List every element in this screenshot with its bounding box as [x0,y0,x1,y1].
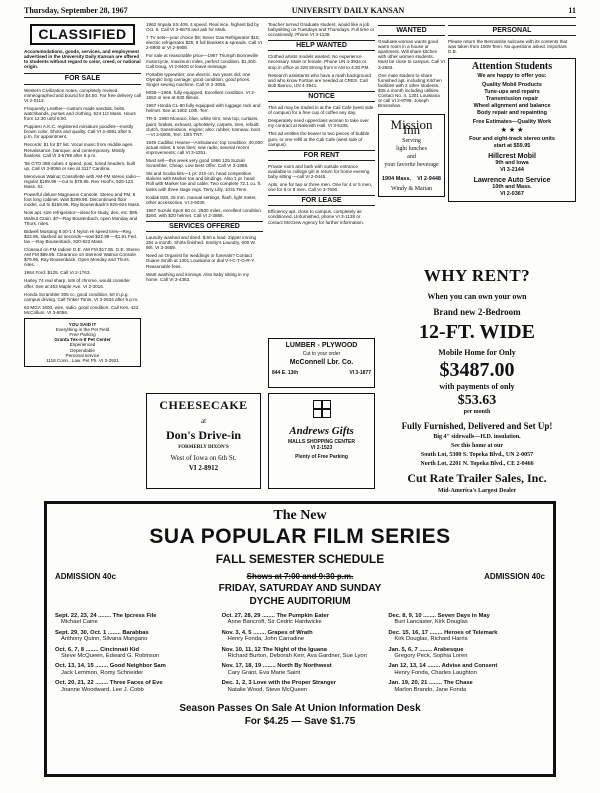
show-times-text: Shows at 7:00 and 9:30 p.m. [246,572,354,581]
film-stars: Joanne Woodward, Lee J. Cobb [61,686,144,693]
ad: Please return the Bennamite suitcase with its contents that was taken from 1509 Tenn. No questions asked. Important D.B. [448,39,568,55]
column-1 [24,22,141,492]
cheesecake-title: CHEESECAKE [159,398,248,412]
page-header [24,6,576,18]
film-stars: Richard Burton, Deborah Kerr, Ava Gardner, Sue Lyon [227,653,367,660]
section-notice: NOTICE [268,91,375,102]
film-stars: Michael Caine [61,619,98,626]
gifts-parking: Plenty of Free Parking [295,454,348,460]
attention-item: Body repair and repainting [477,110,547,117]
why-rent-location: South Lot, 5300 S. Topeka Blvd., UN 2-0057 [420,452,534,458]
ad: 7 TV sets—your choice $5; Sever Gas Refrigerator $15; electric refrigerator $25; 8 full blankets & spreads. Call VI 2-6900 or VI 2-6908. [146,35,262,51]
film-entry [222,663,379,676]
ad: Want washing and ironings. Also baby sitting in my home. Call VI 3-4363. [146,271,249,282]
why-rent-location: North Lot, 2201 N. Topeka Blvd., CE 2-0466 [420,461,534,467]
mission-inn-line: and [407,153,416,160]
attention-line: Four and eight-track stereo units [469,135,555,142]
ad: Efficiency apt. close to campus, completely air conditioned. Unfurnished, phone VI 3-1138 or contact McGrew Agency for further information. [268,209,364,225]
cheesecake-at: at [200,417,207,425]
section-services: SERVICES OFFERED [146,221,263,232]
box-line: Experienced [69,342,96,348]
section-for-sale: FOR SALE [24,73,141,84]
box-line: Everything in the Pet Field [55,327,110,333]
ad: Kodak 828, 25 mm. manual settings, flash, light meter, other accessories. VI 3-5030. [146,194,257,205]
film-entry [55,647,212,660]
shop-phone: VI 3-2144 [500,166,524,173]
pet-center-box [24,318,141,367]
show-times [247,572,354,581]
mission-inn-ad [378,114,445,196]
shop-name: Hillcrest Mobil [488,152,536,160]
why-rent-ad [378,266,576,494]
mission-inn-phone: VI 2-9448 [417,175,441,182]
why-rent-line: Fully Furnished, Delivered and Set Up! [401,421,553,431]
ad: Powerful deluxe Magnavox Console. Stereo and FM, 6 foot long cabinet. Was $299.95. Discontinued floor model, cut to $159.95. Ray Bousenback's 920-924 Mass. [24,192,141,208]
ad: Research assistants who have a math background and who know Fortran are needed at CRES. Call Bob Bianco, UN 4-3941. [268,72,371,88]
attention-title: Attention Students [471,61,553,73]
box-line: 1118 Conn., Law. Pet Ph. VI 3-2921 [46,357,119,363]
film-entry [388,630,545,643]
film-date-title: Dec. 15, 16, 17 ........ Heroes of Telemark [388,629,498,636]
film-date-title: Oct. 13, 14, 15 ........ Good Neighbor Sam [55,663,166,670]
attention-item: Tune-ups and repairs [484,89,540,96]
cheesecake-formerly: FORMERLY DIXON'S [178,445,229,450]
film-title: SUA POPULAR FILM SERIES [149,525,451,548]
film-entry [388,647,545,660]
admission-left: ADMISSION 40c [55,572,116,581]
shop-address: 10th and Mass. [492,183,532,190]
film-date-title: Nov. 10, 11, 12 The Night of the Iguana [221,646,327,653]
why-rent-payment: $53.63 [457,393,497,408]
why-rent-line: When you can own your own [427,292,527,301]
cheesecake-ad [146,393,261,489]
film-entry [55,663,212,676]
why-rent-line: with payments of only [439,382,515,391]
film-stars: Natalie Wood, Steve McQueen [227,686,308,693]
ad: 1967 Honda CL-90 fully equipped with luggage rack and helmet. See at 1902 10th. Terr. [146,103,261,114]
mission-inn-address: 1904 Mass. [382,175,412,182]
ad: Closeout on FM radios! G.E. AM FM $17.95. G.E. Stereo AM FM $89.95. Clearance on Stereos! Walnut Console $79.95. Ray Bousenback. Open Monday and Thurs. nites. [24,247,140,268]
cheesecake-place: Don's Drive-in [166,428,241,442]
film-column-1 [55,613,212,697]
gifts-location: MALLS SHOPPING CENTER [288,439,355,445]
header-paper: UNIVERSITY DAILY KANSAN [291,6,405,15]
gifts-title: Andrews Gifts [289,425,354,437]
ad: 1964 Ford. $125. Call VI 2-1763. [24,270,91,276]
gifts-phone: VI 2-1523 [310,445,333,451]
section-for-rent: FOR RENT [268,150,375,161]
ad: 1967 Suzuki Sport 80 cc. 2500 miles, excellent condition. $260, with $20 helmet. Call VI 2-3858. [146,207,263,218]
why-rent-width: 12-FT. WIDE [419,321,535,343]
why-rent-line: See this home at our [451,443,503,449]
film-date-title: Oct. 27, 28, 29 ........ The Pumpkin Eater [221,613,329,619]
attention-line: Free Estimates—Quality Work [472,119,552,126]
mission-inn-owners: Windy & Marian [390,185,433,192]
ad: Portable typewriter; one electric, two years old; one Olympic long carriage; good condition, good prices. Singer sewing machine. Call VI 2-3056. [146,71,251,87]
ad: Menovous Walnut Consollette with AM-FM stereo radio—regular $199.99 —cut to $79.95. Rev Hoof's, 920-123 Mass. St. [24,173,141,190]
attention-line: We are happy to offer you: [477,73,547,80]
classified-banner: CLASSIFIED [30,24,135,45]
film-stars: Burt Lancaster, Kirk Douglas [394,619,468,626]
shop-address: 9th and Iowa [495,159,529,166]
film-date-title: Nov. 17, 18, 19 ........ North By Northwest [221,663,332,670]
attention-line: start at $59.95 [493,142,531,149]
why-rent-tagline: Mid-America's Largest Dealer [437,488,517,494]
admission-right: ADMISSION 40c [484,572,545,581]
ad: Teacher turned Graduate student, would like a job babysitting on Tuesdays and Thursdays. Full time or occasionally. Phone VI 3-1138. [268,22,375,38]
film-stars: Gregory Peck, Sophia Loren [394,653,468,660]
film-date-title: Oct. 20, 21, 22 ........ Three Faces of Eve [55,680,163,687]
ad: Apts. one for two or three men. One for 4 or 5 men, one for 6 or 8 men. Call VI 3-7690. [268,182,373,193]
why-rent-line: Brand new 2-Bedroom [433,307,521,317]
cheesecake-phone: VI 2-8912 [188,464,219,472]
ad: Now apt. size refrigerator—ideal for study, den, etc. $95. Walnut Grain. $7—Ray Bousenbach, open Monday and Thurs. nites. [24,210,139,226]
attention-students-ad [448,58,576,201]
lumber-contact [272,370,371,376]
shop-phone: VI 2-0367 [500,190,524,197]
stars-icon: ★ ★ ★ [500,127,524,135]
andrews-gifts-ad [268,393,375,489]
film-stars: Anne Bancroft, Sir Cedric Hardwicke [227,619,322,626]
ad: Laundry washed and dried. $.50 a load. Zipper ironing 25¢ a month. Shirts finished. Smitty's Laundry, 600 W. 9th. VI 3-3659. [146,235,257,251]
mission-inn-line: light lunches [396,145,427,152]
film-entry [388,613,545,626]
column-4 [378,22,445,262]
film-entry [55,630,212,643]
ad: Need an Organist for weddings or funerals? Contact Duane Smith at 1301 Louisiana or dial V-I-C-T-O-R-Y. Reasonable fees. [146,253,255,269]
ad: TR-3. 1960 Monaco, blue, white trim; new top, curtains, paint, brakes, exhaust, upholstery, carpets, tires, rebuilt: clutch, transmission, engine; also: rubber, tonneau, boot—VI 2-5008, Terr. 10th TNT. [146,116,260,137]
film-days: FRIDAY, SATURDAY AND SUNDAY [218,583,382,594]
ad: Frequently Leather—custom made sandals, belts, watchbands, purses and clothing. 524 1/2 Mass. Hours from 12:30 until 6:00. [24,105,136,122]
why-rent-price: $3487.00 [439,359,515,381]
film-new: The New [273,508,327,523]
film-stars: Jack Lemmon, Romy Schneider [61,669,144,676]
film-date-title: Sept. 22, 23, 24 ........ The Ipcress File [55,613,157,619]
film-schedule [55,613,545,697]
ad: Harley 74 real sharp, lots of chrome, would consider offer. See at 463 Maple Ave. VI 2-3016. [24,278,130,289]
gift-box-icon [313,400,331,418]
film-date-title: Sept. 29, 30, Oct. 1 ........ Barabbas [55,629,149,636]
film-column-3 [388,613,545,697]
film-auditorium: DYCHE AUDITORIUM [249,596,351,607]
lumber-phone: VI 3-1877 [349,370,371,376]
ad: MGB—1966. fully equipped. Excellent condition. VI 2-1552 or see at 630 Illinois. [146,90,256,101]
film-entry [55,613,212,626]
ad: Desperately need upperclass woman to take over my contract at Naismith Hall. VI 3-5335. [268,118,369,129]
section-for-lease: FOR LEASE [268,195,375,206]
mission-inn-title: Mission Inn [390,117,433,138]
header-page: 11 [568,6,576,15]
film-stars: Kirk Douglas, Richard Harris [394,636,468,643]
film-date-title: Dec. 1, 2, 3 Love with the Proper Stranger [221,680,337,687]
film-date-title: Jan 12, 13, 14 ........ Advise and Consent [388,663,498,670]
section-personal: PERSONAL [448,25,576,36]
ad: Clothed artists models wanted. No experience necessary. Male or female. Phone UN 4-3934 or stop in office at 329 Strong from 8 AM to 4:30 PM. [268,54,370,70]
film-date-title: Nov. 3, 4, 5 ........ Grapes of Wrath [221,629,313,636]
header-date: Thursday, September 28, 1967 [24,6,128,15]
film-column-2 [222,613,379,697]
ad: Honda Scrambler 305 cc, good condition, 60 m.p.g. campus driving. Call Tinker Tonin, VI 3-2634 after 5 p.m. [24,291,139,302]
film-stars: Steve McQueen, Edward G. Robinson [61,653,160,660]
ad: Western Civilization notes, completely revised, mimeographed and bound for $4.50. Far free delivery call VI 2-0113. [24,87,141,103]
film-entry [222,647,379,660]
ad: Records: $1 for $7 list. Vocal music from middle ages. Renaissance, baroque, and contemporary. Mostly flawless. Call VI 3-5788 after 6 p.m. [24,142,134,158]
attention-item: Transmission repair [485,96,539,103]
column-2 [146,22,263,392]
film-series-ad [44,501,556,777]
film-date-title: Jan. 5, 6, 7 ........ Arabesque [388,646,464,653]
lumber-ad [268,338,375,388]
ad: Puppies! A.K.C. registered miniature poodles—mostly brown color. Shots and quality. Call VI 3-4891 after 5 p.m. for appointment. [24,124,134,140]
cheesecake-location: West of Iowa on 6th St. [170,454,237,462]
film-entry [388,663,545,676]
lumber-company: McConnell Lbr. Co. [289,359,354,366]
ad: This ad may be traded in at the Cali Cafe (west side of campus) for a free cup of coffee any day. [268,105,374,116]
section-help-wanted: HELP WANTED [268,40,375,51]
attention-item: Wheel alignment and balance [473,103,551,110]
lumber-address: 844 E. 13th [272,370,299,376]
box-line: Free Parking [69,332,96,338]
column-3 [268,22,375,336]
film-entry [55,680,212,693]
ad: 1962 Impala SS 409. 4 speed. Real nice, highest bid by Oct. 5. Call VI 3-6678 and ask for Mark. [146,22,260,33]
ad: 1946 Cadillac Hearse—Ambulance; top condition; 40,000 actual miles; 5 new tires; new radio; several recent improvements; call VI 3-4251. [146,139,263,155]
ad: Ski and Scuba kits—1 pr. 210 cm. head competition slaloms with Marker toe and bindings. Also 1 pr. head Roll with Marker toe and cable. Two complete 72.1 cu. ft. tanks with three stage regs. Terry Lilly, 1031 Tenn. [146,171,262,192]
film-admission-row [55,572,545,581]
mission-inn-line: Serving [402,137,421,144]
classified-intro: Accommodations, goods, services, and employment advertised in the University Daily Kansan are offered to students without regard to color, creed, or national origin. [24,49,141,70]
section-wanted: WANTED [378,25,445,36]
film-semester: FALL SEMESTER SCHEDULE [215,552,385,566]
film-date-title: Jan. 19, 20, 21 ........ The Chase [388,680,473,687]
film-date-title: Dec. 8, 9, 10 ........ Seven Days in May [388,613,490,619]
film-entry [222,630,379,643]
season-price: For $4.25 — Save $1.75 [244,716,356,728]
ad: Private room and bath with outside entrance available to college girl in return for home evening baby sitting —call VI 2-0445. [268,163,370,179]
why-rent-company: Cut Rate Trailer Sales, Inc. [407,471,547,485]
season-pass: Season Passes On Sale At Union Information Desk [179,703,421,715]
film-stars: Henry Fonda, Charles Laughton [394,669,477,676]
box-line: Granta Tex-n-It Pet Center [54,337,111,343]
ad: Bidwell Mustang 6.00-1 4 Nylon Hi speed tires—Reg. $33.95, slashed as seconds—now $22.99 —$1.91 Fed. tax —Ray Bousenback, 920-923 Mass. [24,228,138,244]
why-rent-line: Big 4" sidewalls—H.D. insulation. [433,434,521,440]
film-entry [222,680,379,693]
film-stars: Henry Fonda, John Carradine [227,636,305,643]
mission-inn-contact [382,177,441,182]
box-line: YOU SAID IT [68,322,97,328]
ad: '65 GTO 389 cubes 4 speed, posi, tuned headers, built up. Call VI 3-8066 or see at 3117 Carolina. [24,160,136,171]
film-stars: Marlon Brando, Jane Fonda [394,686,467,693]
box-line: Personal service [65,352,100,358]
film-date-title: Oct. 6, 7, 8 ........ Cincinnati Kid [55,646,140,653]
film-entry [388,680,545,693]
lumber-title: LUMBER - PLYWOOD [285,342,358,349]
film-entry [222,613,379,626]
ad: For sale at reasonable price—1967 Triumph Bonneville motorcycle, maximum miles, perfect condition. $1,300. Call Doug, VI 2-8400 or leave message. [146,53,259,69]
ad: Must sell—this week very good 1966 125 Suzuki Scrambler. Cheap. Low Best Offer. Call VI 3-1888. [146,158,249,169]
film-stars: Cary Grant, Eva Marie Saint [227,669,301,676]
why-rent-line: per month [463,409,491,415]
ad: One male student to share furnished apt. including Kitchen facilities with 2 other students. $35 a month including utilities. Contact No. 4, 1301 Louisiana or call VI 2-9799, Joseph Brosnahan. [378,72,442,109]
ad: This ad entitles the bearer to two pieces of bubble gum, or one refill at the Cali Cafe (west side of campus). [268,131,370,147]
mission-inn-line: your favorite beverage [384,161,439,168]
why-rent-line: Mobile Home for Only [438,348,516,357]
why-rent-headline: WHY RENT? [423,266,531,285]
attention-item: Quality Mobil Products [482,82,542,89]
ad: 63 MGA 1600, wire, radio, good condition. Call Ken, 422 McCollum. VI 3-6056. [24,304,139,315]
shop-name: Lawrence Auto Service [473,176,551,184]
lumber-subtitle: Cut to your order [302,351,341,357]
column-5 [448,22,576,262]
ad: Graduate woman wants good warm room in a house or apartment. Will share kitchen with other women students. Must be close to campus. Call VI 3-2583. [378,39,445,70]
box-line: Dependable [70,347,95,353]
film-stars: Anthony Quinn, Silvana Mangano [61,636,148,643]
